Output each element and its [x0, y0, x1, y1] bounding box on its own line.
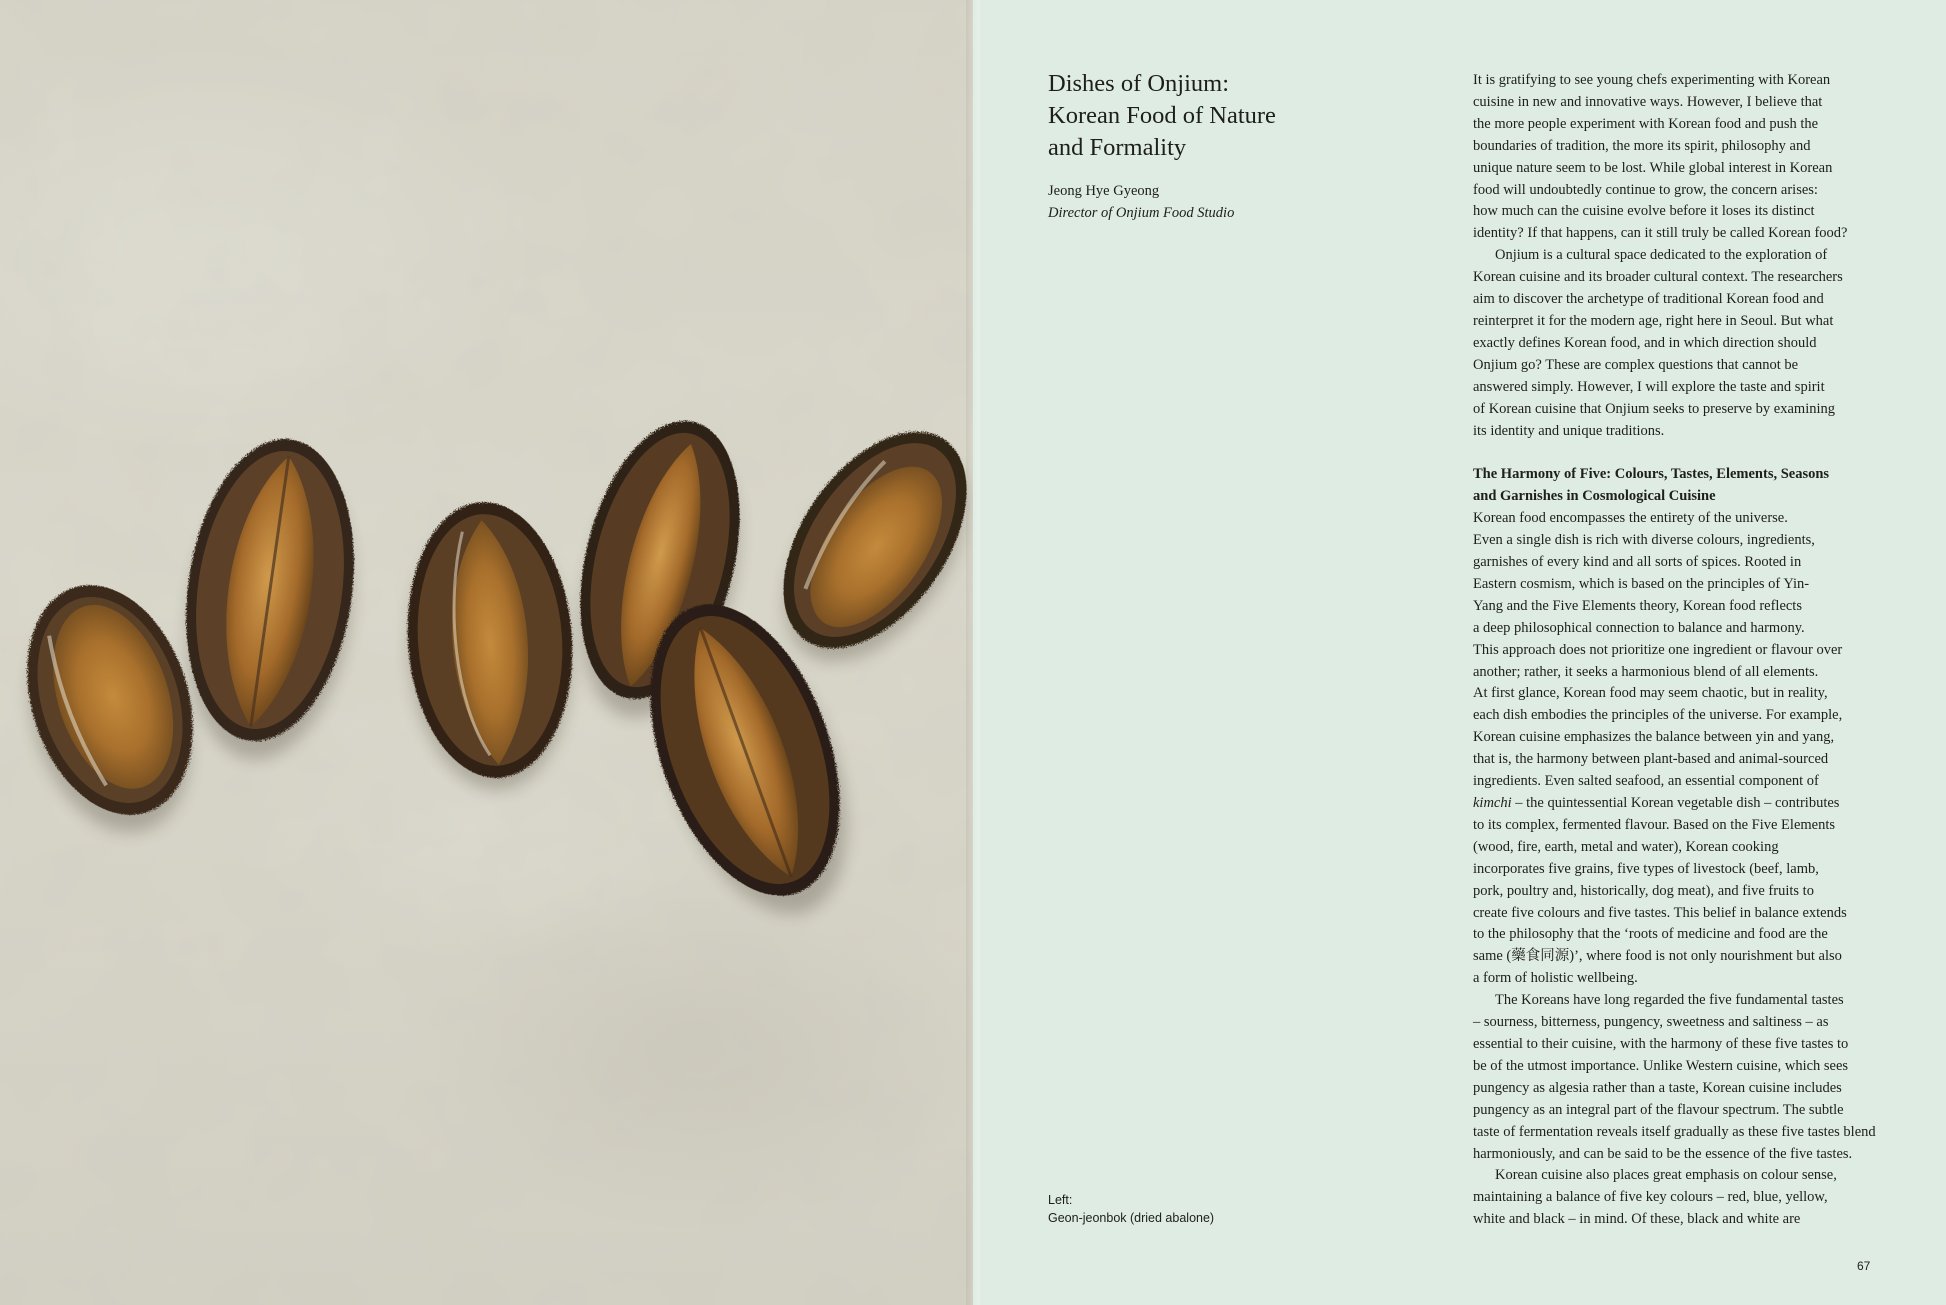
heading-line: The Harmony of Five: Colours, Tastes, Elements, Seasons: [1473, 466, 1830, 483]
body-line: to the philosophy that the ‘roots of medicine and food are the: [1473, 926, 1828, 943]
body-line: food will undoubtedly continue to grow, the concern arises:: [1473, 181, 1818, 198]
paragraph-2: [1473, 245, 1873, 442]
article-body: [1473, 70, 1876, 1231]
body-line: garnishes of every kind and all sorts of spices. Rooted in: [1473, 554, 1802, 571]
body-line: each dish embodies the principles of the universe. For example,: [1473, 707, 1843, 724]
byline: [1048, 180, 1234, 224]
body-line: ingredients. Even salted seafood, an essential component of: [1473, 773, 1819, 790]
gutter: [966, 0, 980, 1305]
body-line: This approach does not prioritize one ingredient or flavour over: [1473, 641, 1843, 658]
body-line: answered simply. However, I will explore the taste and spirit: [1473, 378, 1825, 395]
body-line: The Koreans have long regarded the five fundamental tastes: [1495, 992, 1844, 1009]
body-line: a deep philosophical connection to balance and harmony.: [1473, 619, 1805, 636]
article-title: [1048, 68, 1348, 164]
body-line: maintaining a balance of five key colours – red, blue, yellow,: [1473, 1189, 1828, 1206]
body-line: of Korean cuisine that Onjium seeks to preserve by examining: [1473, 400, 1835, 417]
body-line: Yang and the Five Elements theory, Korean food reflects: [1473, 597, 1802, 614]
title-line: and Formality: [1048, 134, 1187, 161]
body-line: Onjium go? These are complex questions that cannot be: [1473, 356, 1799, 373]
body-line: identity? If that happens, can it still truly be called Korean food?: [1473, 225, 1848, 242]
body-line: harmoniously, and can be said to be the essence of the five tastes.: [1473, 1145, 1853, 1162]
body-line: Eastern cosmism, which is based on the principles of Yin-: [1473, 575, 1810, 592]
body-line: another; rather, it seeks a harmonious blend of all elements.: [1473, 663, 1819, 680]
body-line: be of the utmost importance. Unlike Western cuisine, which sees: [1473, 1057, 1849, 1074]
body-line: incorporates five grains, five types of livestock (beef, lamb,: [1473, 860, 1819, 877]
paragraph-gap: [1473, 442, 1873, 464]
body-line: pungency as algesia rather than a taste, Korean cuisine includes: [1473, 1079, 1842, 1096]
body-line: that is, the harmony between plant-based and animal-sourced: [1473, 751, 1829, 768]
body-line: Onjium is a cultural space dedicated to the exploration of: [1495, 247, 1828, 264]
body-line: essential to their cuisine, with the harmony of these five tastes to: [1473, 1035, 1849, 1052]
title-line: Dishes of Onjium:: [1048, 70, 1230, 97]
caption-text: Geon-jeonbok (dried abalone): [1048, 1211, 1215, 1225]
heading-line: and Garnishes in Cosmological Cuisine: [1473, 488, 1716, 505]
body-line: boundaries of tradition, the more its spirit, philosophy and: [1473, 137, 1811, 154]
body-line: create five colours and five tastes. This belief in balance extends: [1473, 904, 1847, 921]
body-line: pork, poultry and, historically, dog meat), and five fruits to: [1473, 882, 1814, 899]
kimchi-term: kimchi: [1473, 795, 1512, 811]
body-line: reinterpret it for the modern age, right here in Seoul. But what: [1473, 312, 1834, 329]
body-line: exactly defines Korean food, and in which direction should: [1473, 334, 1817, 351]
body-line: – sourness, bitterness, pungency, sweetness and saltiness – as: [1473, 1014, 1829, 1031]
body-line: a form of holistic wellbeing.: [1473, 970, 1638, 987]
body-line: [1473, 793, 1873, 815]
author-role: Director of Onjium Food Studio: [1048, 205, 1235, 221]
body-line: the more people experiment with Korean food and push the: [1473, 115, 1819, 132]
body-line: Korean cuisine and its broader cultural context. The researchers: [1473, 269, 1843, 286]
body-line: to its complex, fermented flavour. Based on the Five Elements: [1473, 816, 1836, 833]
body-line: (wood, fire, earth, metal and water), Korean cooking: [1473, 838, 1779, 855]
body-line: It is gratifying to see young chefs experimenting with Korean: [1473, 72, 1831, 88]
body-line: same (藥食同源)’, where food is not only nourishment but also: [1473, 948, 1842, 965]
paragraph-5: [1473, 1165, 1873, 1231]
title-line: Korean Food of Nature: [1048, 102, 1276, 129]
body-line: taste of fermentation reveals itself gradually as these five tastes blend: [1473, 1123, 1876, 1140]
body-line: cuisine in new and innovative ways. However, I believe that: [1473, 93, 1823, 110]
body-line: Korean food encompasses the entirety of the universe.: [1473, 510, 1788, 527]
caption-label: Left:: [1048, 1193, 1073, 1207]
body-line: pungency as an integral part of the flavour spectrum. The subtle: [1473, 1101, 1844, 1118]
body-line: how much can the cuisine evolve before it loses its distinct: [1473, 203, 1815, 220]
paragraph-4: [1473, 990, 1876, 1165]
body-line: unique nature seem to be lost. While global interest in Korean: [1473, 159, 1833, 176]
body-line: white and black – in mind. Of these, black and white are: [1473, 1211, 1801, 1228]
body-line: Korean cuisine emphasizes the balance between yin and yang,: [1473, 729, 1835, 746]
body-line: At first glance, Korean food may seem chaotic, but in reality,: [1473, 685, 1828, 702]
page-number: 67: [1857, 1259, 1871, 1273]
body-line-rest: – the quintessential Korean vegetable dish – contributes: [1511, 795, 1840, 811]
section-heading: [1473, 464, 1873, 508]
body-line: aim to discover the archetype of traditional Korean food and: [1473, 291, 1824, 308]
paragraph-3: [1473, 508, 1873, 990]
author-name: Jeong Hye Gyeong: [1048, 183, 1160, 199]
photo-caption: [1048, 1191, 1214, 1227]
body-line: Even a single dish is rich with diverse colours, ingredients,: [1473, 532, 1815, 549]
body-line: Korean cuisine also places great emphasis on colour sense,: [1495, 1167, 1837, 1184]
paragraph-1: [1473, 70, 1873, 245]
body-line: its identity and unique traditions.: [1473, 422, 1665, 439]
